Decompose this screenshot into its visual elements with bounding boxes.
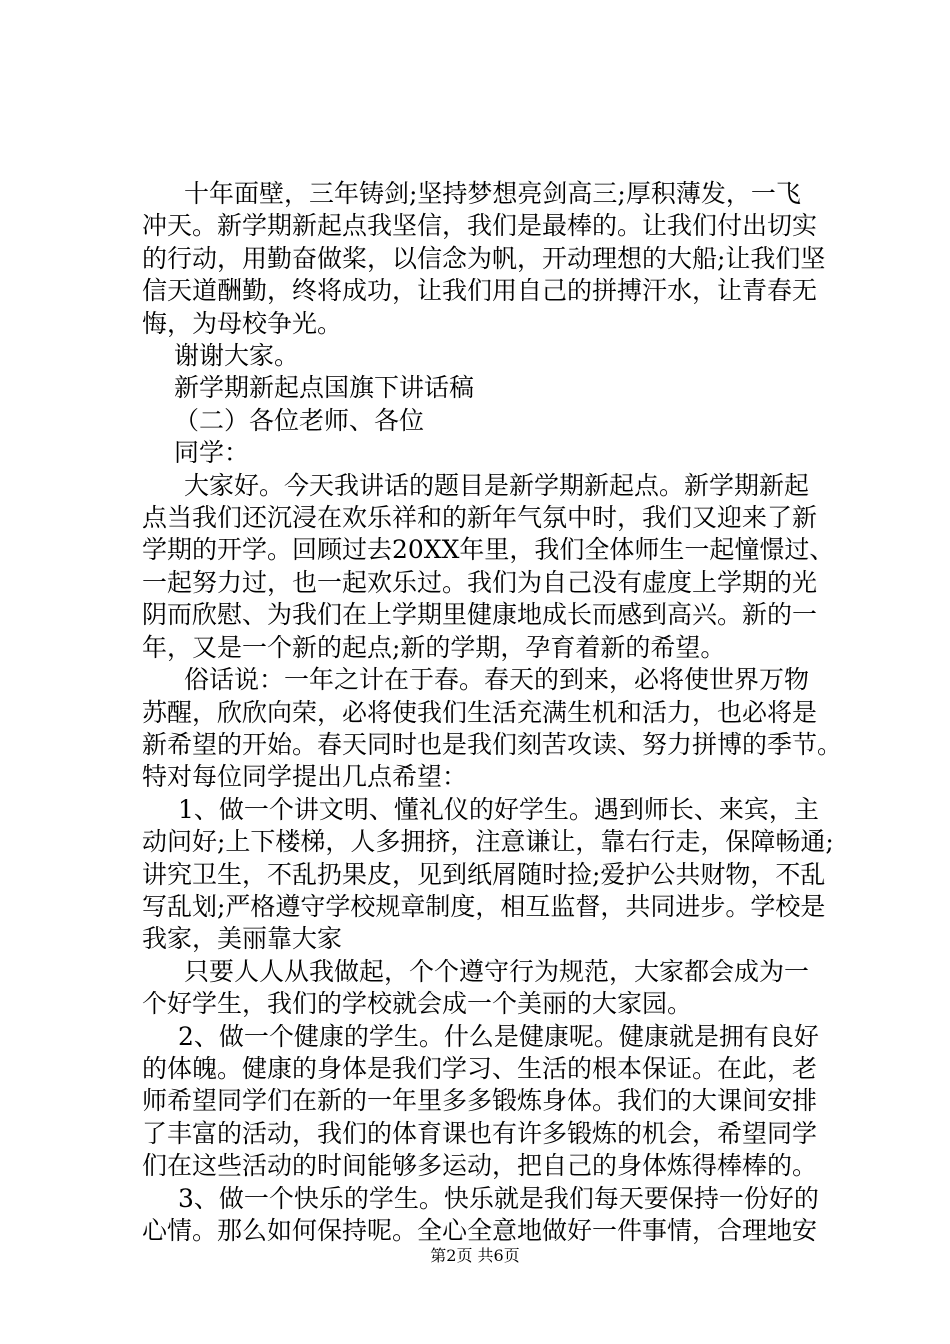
text-line: 了丰富的活动，我们的体育课也有许多锻炼的机会，希望同学 [142,1118,818,1148]
text-line: 的行动，用勤奋做桨，以信念为帆，开动理想的大船;让我们坚 [142,243,826,273]
section-title: 新学期新起点国旗下讲话稿 [174,373,475,403]
text-line: 一起努力过，也一起欢乐过。我们为自己没有虚度上学期的光 [142,567,818,597]
text-line: 十年面壁，三年铸剑;坚持梦想亮剑高三;厚积薄发，一飞 [184,179,801,208]
text-line: 悔，为母校争光。 [142,308,343,338]
text-line: 师希望同学们在新的一年里多多锻炼身体。我们的大课间安排 [142,1086,818,1116]
text-line: 心情。那么如何保持呢。全心全意地做好一件事情，合理地安 [142,1216,818,1245]
text-line: 2、做一个健康的学生。什么是健康呢。健康就是拥有良好 [178,1021,819,1051]
text-line: 动问好;上下楼梯，人多拥挤，注意谦让，靠右行走，保障畅通; [142,827,834,857]
text-line: 们在这些活动的时间能够多运动，把自己的身体炼得棒棒的。 [142,1151,818,1181]
text-line: 俗话说：一年之计在于春。春天的到来，必将使世界万物 [184,665,810,695]
text-line: 的体魄。健康的身体是我们学习、生活的根本保证。在此，老 [142,1053,818,1083]
text-line: 个好学生，我们的学校就会成一个美丽的大家园。 [142,989,693,1019]
page-number-footer: 第2页 共6页 [430,1246,520,1265]
text-line: 讲究卫生，不乱扔果皮，见到纸屑随时捡;爱护公共财物，不乱 [142,859,826,889]
text-line: 年，又是一个新的起点;新的学期，孕育着新的希望。 [142,632,726,662]
text-line: 大家好。今天我讲话的题目是新学期新起点。新学期新起 [184,470,810,500]
text-line: 信天道酬勤，终将成功，让我们用自己的拼搏汗水，让青春无 [142,276,818,306]
text-line: 特对每位同学提出几点希望： [142,762,468,792]
document-body [142,178,843,1247]
text-line: 阴而欣慰、为我们在上学期里健康地成长而感到高兴。新的一 [142,600,818,630]
text-line: 只要人人从我做起，个个遵守行为规范，大家都会成为一 [184,956,810,986]
text-line: 谢谢大家。 [174,341,300,371]
text-line: （二）各位老师、各位 [174,405,425,435]
text-line: 1、做一个讲文明、懂礼仪的好学生。遇到师长、来宾，主 [178,794,819,824]
text-line: 写乱划;严格遵守学校规章制度，相互监督，共同进步。学校是 [142,891,826,921]
text-line: 新希望的开始。春天同时也是我们刻苦攻读、努力拼博的季节。 [142,729,843,759]
text-line: 3、做一个快乐的学生。快乐就是我们每天要保持一份好的 [178,1183,819,1213]
text-line: 点当我们还沉浸在欢乐祥和的新年气氛中时，我们又迎来了新 [142,503,818,533]
text-line: 学期的开学。回顾过去20XX年里，我们全体师生一起憧憬过、 [142,535,835,565]
text-line: 我家，美丽靠大家 [142,924,343,954]
text-line: 苏醒，欣欣向荣，必将使我们生活充满生机和活力，也必将是 [142,697,818,727]
text-line: 冲天。新学期新起点我坚信，我们是最棒的。让我们付出切实 [142,211,818,241]
text-line: 同学： [174,438,250,468]
